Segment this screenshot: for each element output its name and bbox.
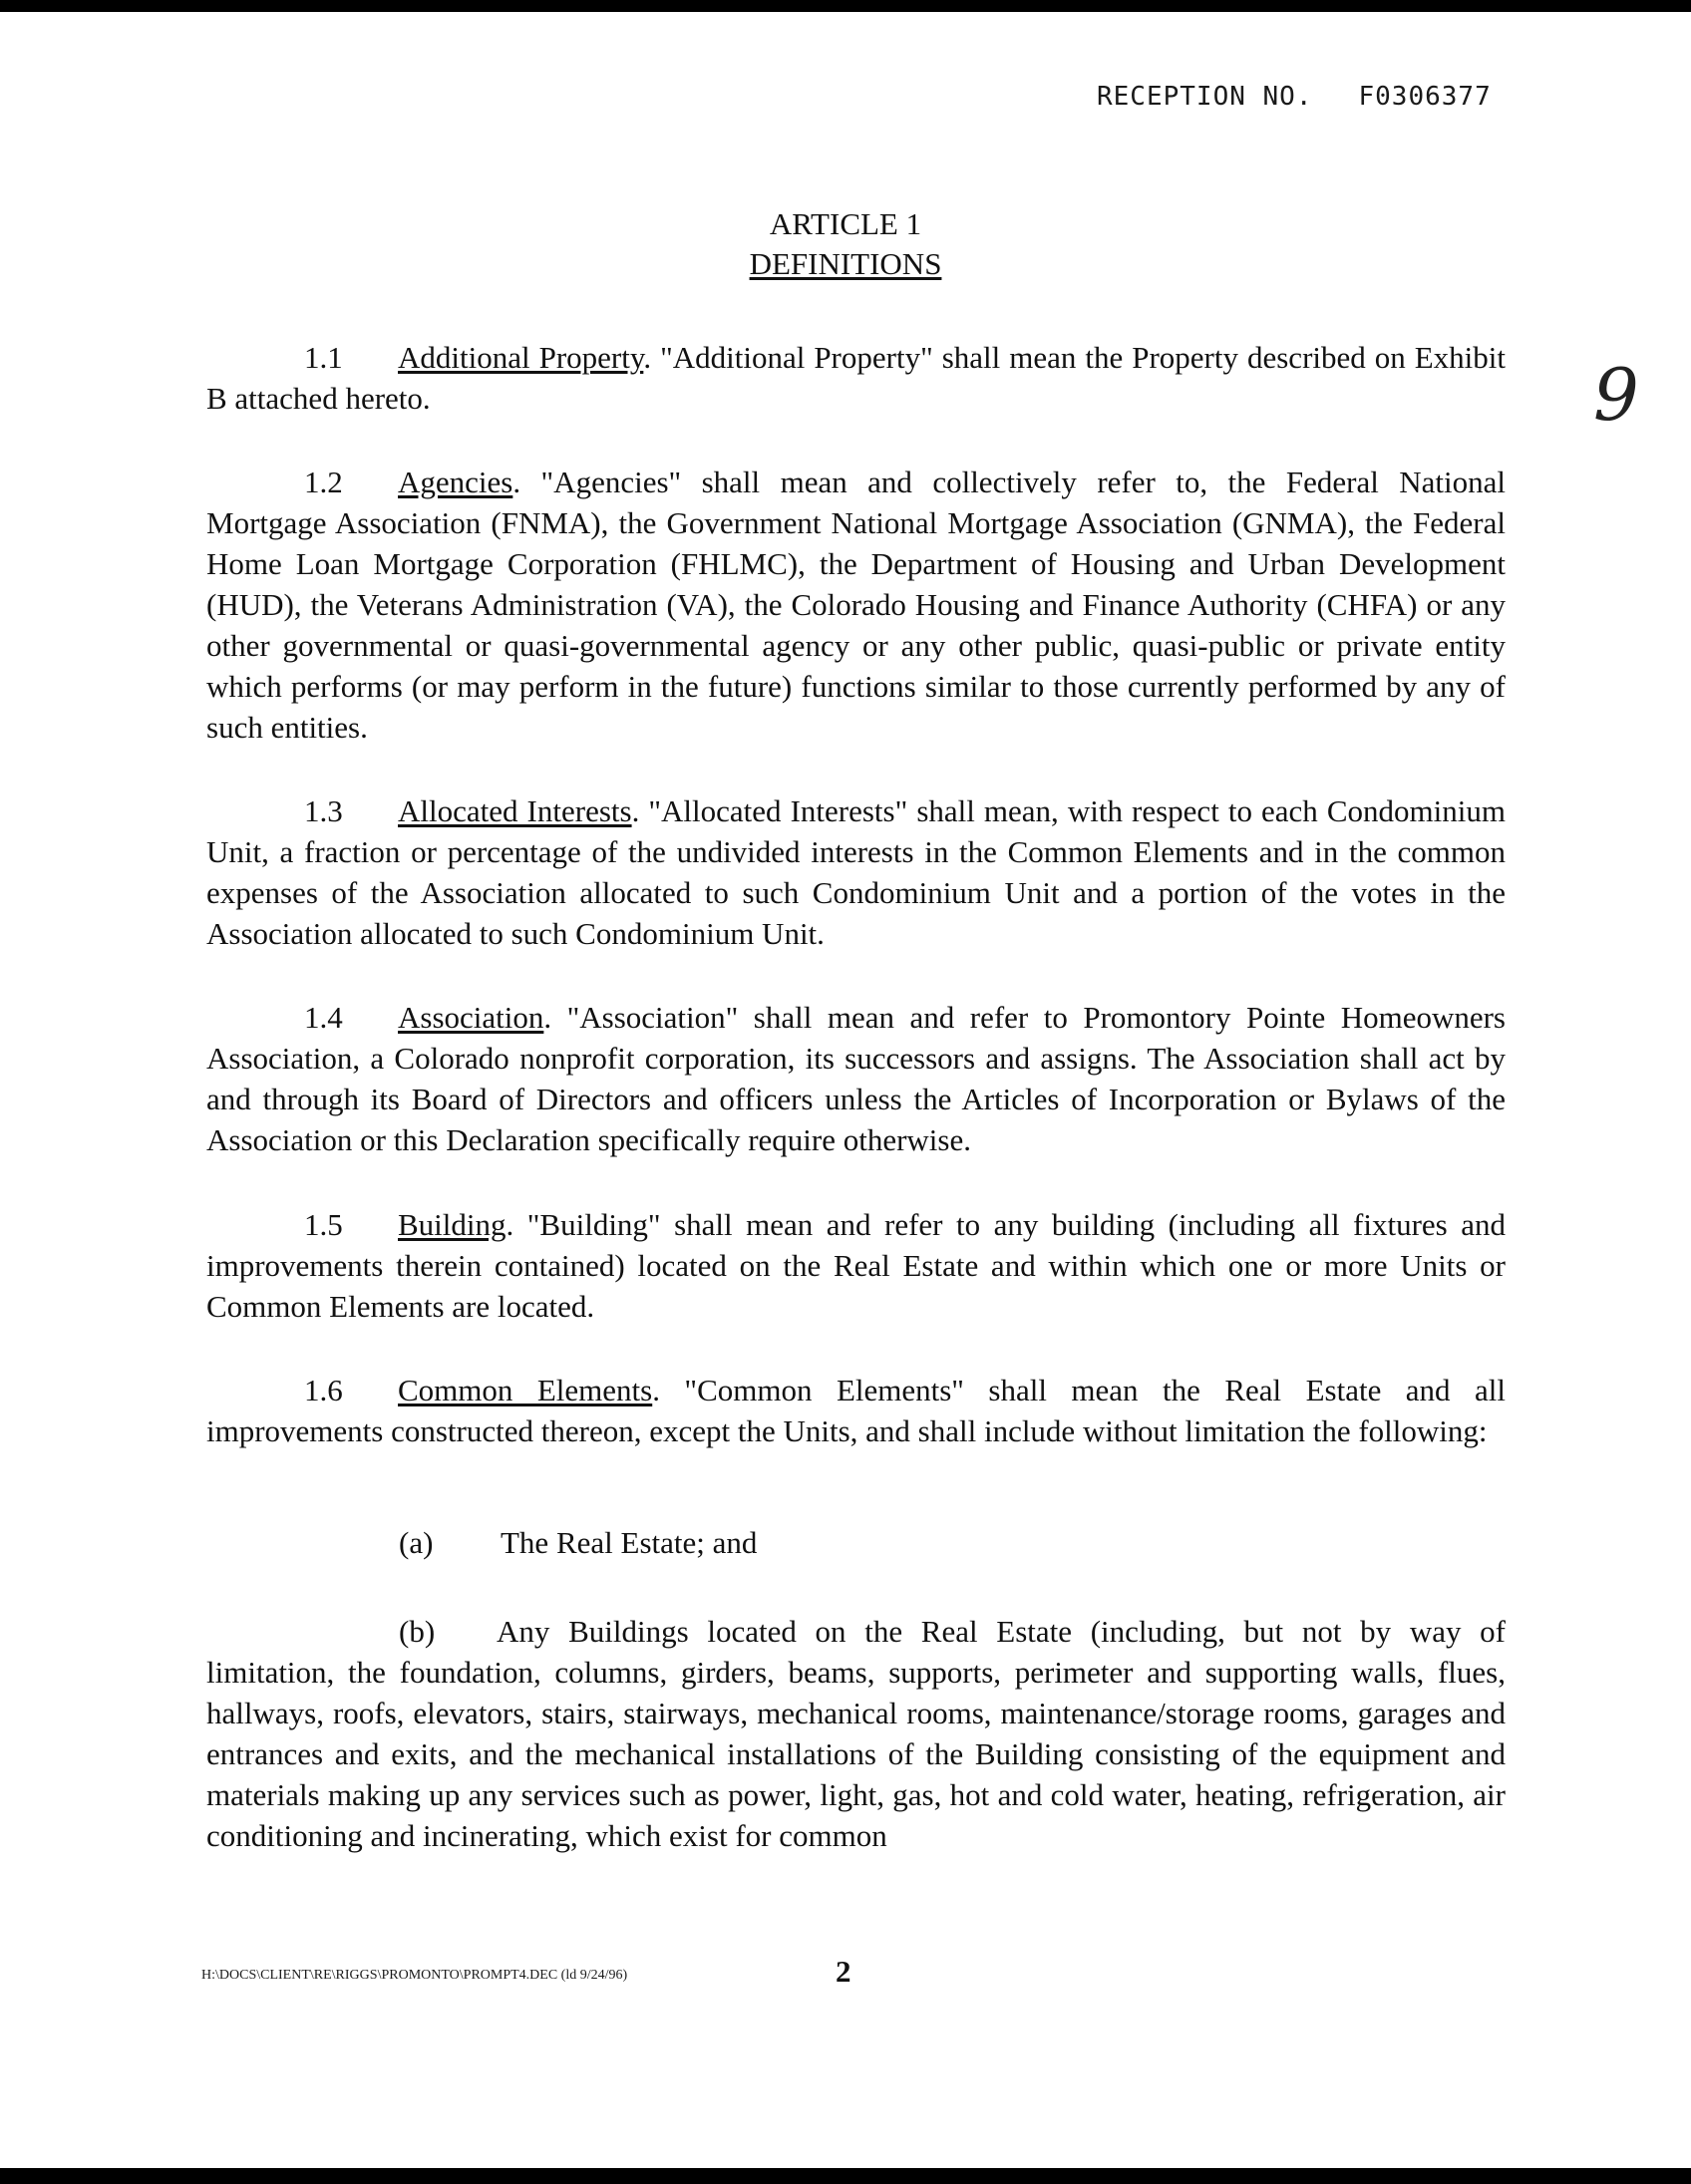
section-text: . "Association" shall mean and refer to Promontory Pointe Homeowners Association, a Colorado nonprofit corporation, its successors and assigns. The Association shall act by and through its Board of Directors and officers unless the Articles of Incorporation or Bylaws of the Association or this Declaration specifically require otherwise. [206,1000,1506,1157]
section-text: . "Allocated Interests" shall mean, with respect to each Condominium Unit, a fraction or percentage of the undivided interests in the Common Elements and in the common expenses of the Association allocated to such Condominium Unit and a portion of the votes in the Association allocated to such Condominium Unit. [206,793,1506,951]
subitem-a [399,1522,757,1563]
section-1-1 [206,337,1506,419]
section-text: . "Common Elements" shall mean the Real Estate and all improvements constructed thereon, except the Units, and shall include without limitation the following: [206,1373,1506,1448]
section-1-6 [206,1370,1506,1451]
section-1-5 [206,1204,1506,1327]
article-title: ARTICLE 1 [769,206,922,241]
section-number: 1.6 [304,1373,343,1407]
section-term: Allocated Interests [398,793,632,828]
section-1-3 [206,790,1506,954]
handwritten-margin-mark: 9 [1593,353,1639,437]
section-term: Association [398,1000,544,1035]
reception-stamp [1097,82,1492,112]
section-number: 1.2 [304,465,343,499]
section-number: 1.1 [304,340,343,375]
section-1-2 [206,462,1506,748]
scan-border-bottom [0,2168,1691,2184]
section-term: Additional Property [398,340,644,375]
reception-number: F0306377 [1358,82,1492,112]
subitem-label: (b) [399,1614,436,1649]
section-text: . "Agencies" shall mean and collectively refer to, the Federal National Mortgage Association (FNMA), the Government National Mortgage Association (GNMA), the Federal Home Loan Mortgage Corporation (FHLMC), the Department of Housing and Urban Development (HUD), the Veterans Administration (VA), the Colorado Housing and Finance Authority (CHFA) or any other governmental or quasi-governmental agency or any other public, quasi-public or private entity which performs (or may perform in the future) functions similar to those currently performed by any of such entities. [206,465,1506,745]
section-term: Agencies [398,465,513,499]
section-1-4 [206,997,1506,1160]
section-term: Building [398,1207,507,1242]
scan-border-top [0,0,1691,12]
section-term: Common Elements [398,1373,653,1407]
footer-file-path: H:\DOCS\CLIENT\RE\RIGGS\PROMONTO\PROMPT4.DEC (ld 9/24/96) [201,1968,628,1983]
section-text: . "Building" shall mean and refer to any building (including all fixtures and improvements therein contained) located on the Real Estate and within which one or more Units or Common Elements are located. [206,1207,1506,1324]
section-number: 1.4 [304,1000,343,1035]
section-text: . "Additional Property" shall mean the Property described on Exhibit B attached hereto. [206,340,1507,416]
footer-page-number: 2 [836,1954,851,1989]
reception-label: RECEPTION NO. [1097,82,1313,112]
section-number: 1.3 [304,793,343,828]
section-number: 1.5 [304,1207,343,1242]
subitem-label: (a) [399,1525,434,1560]
subitem-b [206,1611,1506,1856]
article-heading: DEFINITIONS [749,246,942,281]
subitem-text: Any Buildings located on the Real Estate (including, but not by way of limitation, the foundation, columns, girders, beams, supports, perimeter and supporting walls, flues, hallways, roofs, elevators, stairs, stairways, mechanical rooms, maintenance/storage rooms, garages and entrances and exits, and the mechanical installations of the Building consisting of the equipment and materials making up any services such as power, light, gas, hot and cold water, heating, refrigeration, air conditioning and incinerating, which exist for common [206,1614,1506,1853]
subitem-text: The Real Estate; and [501,1525,758,1560]
article-header [0,204,1691,284]
